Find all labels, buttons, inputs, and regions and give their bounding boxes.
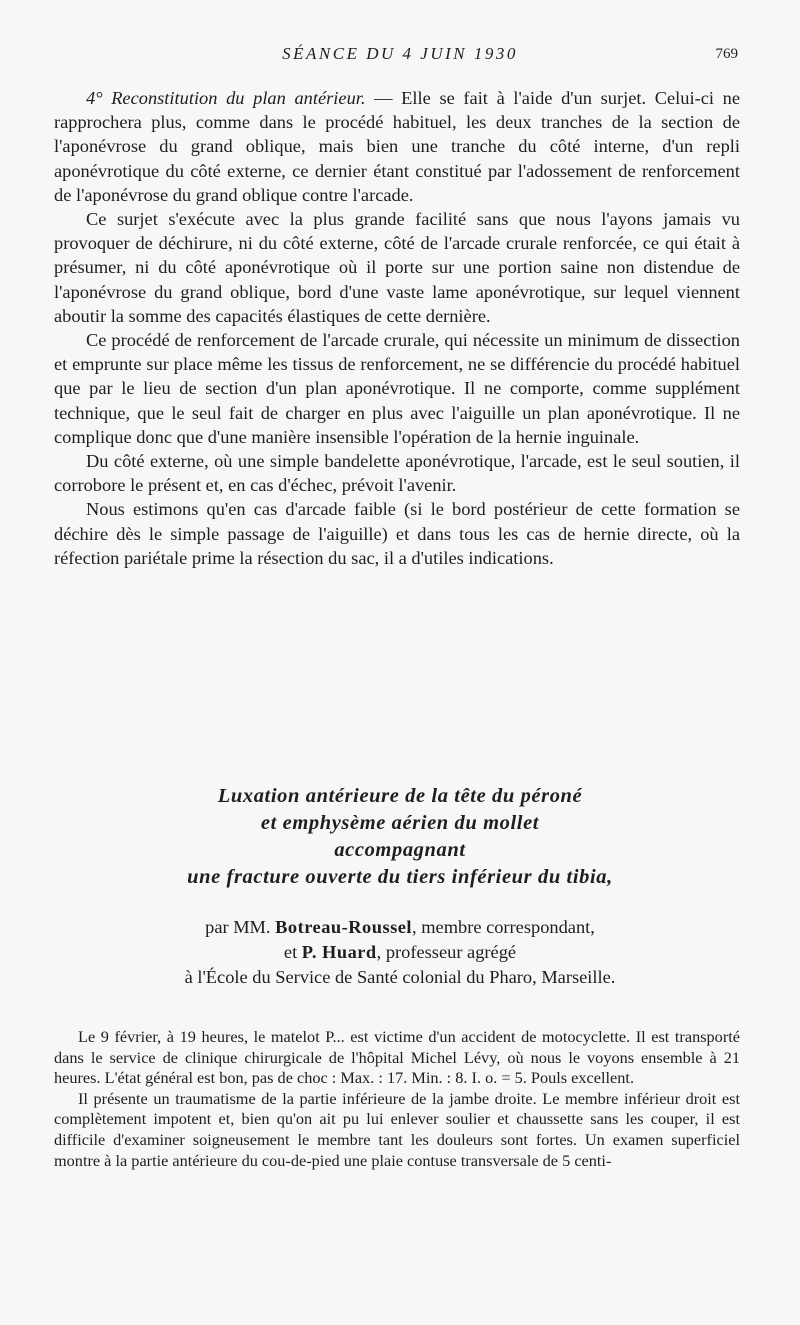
paragraph: Nous estimons qu'en cas d'arcade faible (si le bord postérieur de cette formation se déchire dès le simple passage de l'aiguille) et dans tous les cas de hernie directe, où la réfection pariétale prime la résection du sac, il a d'utiles indications. <box>54 499 740 568</box>
case-paragraph: Le 9 février, à 19 heures, le matelot P... est victime d'un accident de motocyclette. Il est transporté dans le service de clinique chirurgicale de l'hôpital Michel Lévy, où nous le voyons ensemble à 21 heures. L'état général est bon, pas de choc : Max. : 17. Min. : 8. I. o. = 5. Pouls excellent. <box>54 1027 740 1088</box>
page-number: 769 <box>715 46 738 62</box>
running-title: SÉANCE DU 4 JUIN 1930 <box>282 44 518 63</box>
title-line: accompagnant <box>334 839 466 861</box>
author-prefix: et <box>283 942 302 962</box>
body-text <box>54 86 740 570</box>
title-line: Luxation antérieure de la tête du péroné <box>217 785 583 807</box>
title-line: et emphysème aérien du mollet <box>260 812 540 834</box>
author-name: P. Huard <box>301 942 377 962</box>
author-affiliation: à l'École du Service de Santé colonial du Pharo, Marseille. <box>184 967 616 987</box>
paragraph: Du côté externe, où une simple bandelette aponévrotique, l'arcade, est le seul soutien, il corrobore le présent et, en cas d'échec, prévoit l'avenir. <box>54 451 740 496</box>
running-header <box>0 44 800 70</box>
section-lead: 4° Reconstitution du plan antérieur. <box>86 88 366 108</box>
author-line <box>0 940 800 965</box>
paragraph <box>54 86 740 207</box>
author-role: , professeur agrégé <box>376 942 517 962</box>
case-paragraph: Il présente un traumatisme de la partie inférieure de la jambe droite. Le membre inférieur droit est complètement impotent et, bien qu'on ait pu lui enlever soulier et chaussette sans les couper, il est difficile d'examiner soigneusement le membre tant les douleurs sont fortes. Un examen superficiel montre à la partie antérieure du cou-de-pied une plaie contuse transversale de 5 centi- <box>54 1088 740 1170</box>
paragraph: Ce procédé de renforcement de l'arcade crurale, qui nécessite un minimum de dissection et emprunte sur place même les tissus de renforcement, ne se différencie du procédé habituel que par le lieu de section d'un plan aponévrotique. Il ne comporte, comme supplément technique, que le seul fait de charger en plus avec l'aiguille un plan aponévrotique. Il ne complique donc que d'une manière insensible l'opération de la hernie inguinale. <box>54 330 740 447</box>
paragraph-text: — Elle se fait à l'aide d'un surjet. Celui-ci ne rapprochera plus, comme dans le procédé habituel, les deux tranches de la section de l'aponévrose du grand oblique, mais bien une tranche du côté interne, d'un repli aponévrotique du côté externe, ce dernier étant constitué par l'adossement de renforcement de l'aponévrose du grand oblique contre l'arcade. <box>54 88 740 205</box>
case-report-text <box>54 1027 740 1171</box>
article-title <box>0 783 800 891</box>
authors-block <box>0 915 800 990</box>
author-role: , membre correspondant, <box>412 917 595 937</box>
title-line: une fracture ouverte du tiers inférieur du tibia, <box>187 866 613 888</box>
paragraph: Ce surjet s'exécute avec la plus grande facilité sans que nous l'ayons jamais vu provoquer de déchirure, ni du côté externe, côté de l'arcade crurale renforcée, ce qui était à présumer, ni du côté aponévrotique où il porte sur une portion saine non distendue de l'aponévrose du grand oblique, bord d'une vaste lame aponévrotique, sur lequel viennent aboutir la somme des capacités élastiques de cette dernière. <box>54 209 740 326</box>
author-prefix: par MM. <box>205 917 276 937</box>
author-name: Botreau-Roussel <box>275 917 413 937</box>
author-line <box>0 915 800 940</box>
